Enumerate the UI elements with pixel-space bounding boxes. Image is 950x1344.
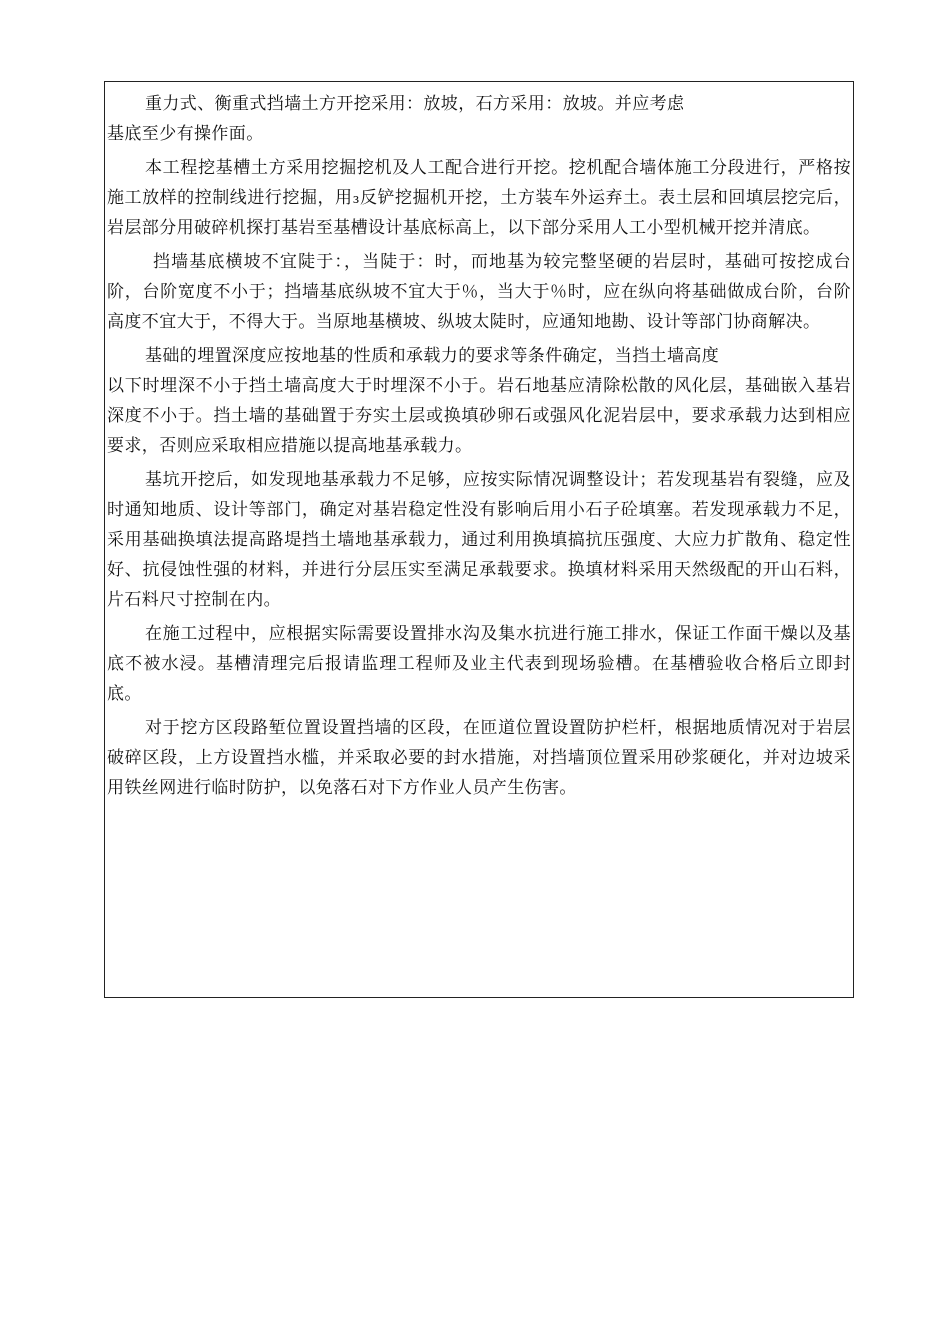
paragraph-protection: 对于挖方区段路堑位置设置挡墙的区段，在匝道位置设置防护栏杆，根据地质情况对于岩层破碎区段，上方设置挡水槛，并采取必要的封水措施，对挡墙顶位置采用砂浆硬化，并对边坡采用铁丝网进行临时防护，以免落石对下方作业人员产生伤害。 — [107, 718, 851, 798]
paragraph-bearing-capacity: 基坑开挖后，如发现地基承载力不足够，应按实际情况调整设计；若发现基岩有裂缝，应及时通知地质、设计等部门，确定对基岩稳定性没有影响后用小石子砼填塞。若发现承载力不足，采用基础换填法提高路堤挡土墙地基承载力，通过利用换填搞抗压强度、大应力扩散角、稳定性好、抗侵蚀性强的材料，并进行分层压实至满足承载要求。换填材料采用天然级配的开山石料，片石料尺寸控制在内。 — [107, 470, 851, 610]
paragraph-base-slope: 挡墙基底横坡不宜陡于：，当陡于：时，而地基为较完整坚硬的岩层时，基础可按挖成台阶，台阶宽度不小于；挡墙基底纵坡不宜大于％，当大于％时，应在纵向将基础做成台阶，台阶高度不宜大于，不得大于。当原地基横坡、纵坡太陡时，应通知地勘、设计等部门协商解决。 — [107, 252, 851, 332]
paragraph-excavation-method — [107, 89, 851, 149]
paragraph-foundation-depth — [107, 341, 851, 461]
document-body — [107, 89, 851, 807]
paragraph-line: 重力式、衡重式挡墙土方开挖采用：放坡，石方采用：放坡。并应考虑 — [145, 94, 685, 114]
paragraph-drainage: 在施工过程中，应根据实际需要设置排水沟及集水抗进行施工排水，保证工作面干燥以及基底不被水浸。基槽清理完后报请监理工程师及业主代表到现场验槽。在基槽验收合格后立即封底。 — [107, 624, 851, 704]
paragraph-trench-excavation: 本工程挖基槽土方采用挖掘挖机及人工配合进行开挖。挖机配合墙体施工分段进行，严格按施工放样的控制线进行挖掘，用₃反铲挖掘机开挖，土方装车外运弃土。表土层和回填层挖完后，岩层部分用破碎机探打基岩至基槽设计基底标高上，以下部分采用人工小型机械开挖并清底。 — [107, 158, 851, 238]
paragraph-line: 以下时埋深不小于挡土墙高度大于时埋深不小于。岩石地基应清除松散的风化层，基础嵌入基岩深度不小于。挡土墙的基础置于夯实土层或换填砂卵石或强风化泥岩层中，要求承载力达到相应要求，否则应采取相应措施以提高地基承载力。 — [107, 376, 851, 456]
paragraph-line: 基底至少有操作面。 — [107, 124, 264, 144]
paragraph-line: 基础的埋置深度应按地基的性质和承载力的要求等条件确定，当挡土墙高度 — [145, 346, 720, 366]
document-frame — [104, 81, 854, 998]
